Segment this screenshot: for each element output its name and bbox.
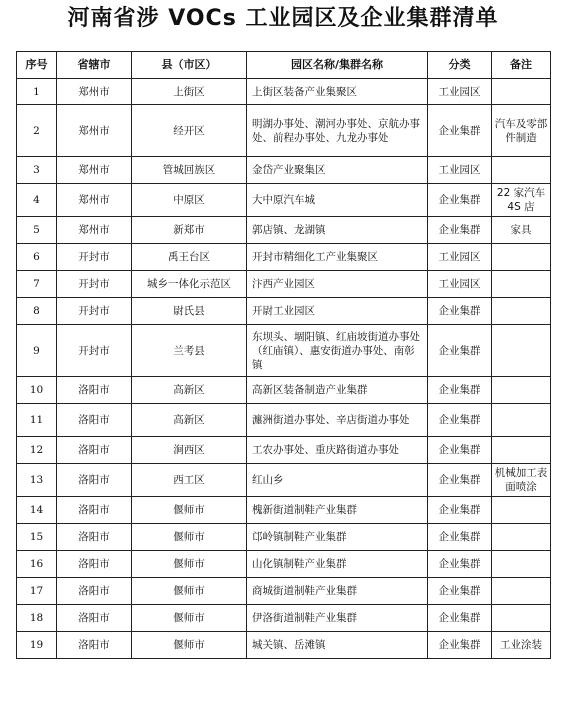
row-city: 洛阳市 <box>57 551 132 578</box>
row-county: 经开区 <box>132 105 247 157</box>
row-number: 1 <box>17 79 57 105</box>
row-number: 18 <box>17 605 57 632</box>
row-remarks <box>492 298 551 325</box>
row-number: 13 <box>17 464 57 497</box>
row-zone-name: 邙岭镇制鞋产业集群 <box>247 524 428 551</box>
row-number: 12 <box>17 437 57 464</box>
row-category: 企业集群 <box>428 464 492 497</box>
row-remarks: 机械加工表面喷涂 <box>492 464 551 497</box>
table-body <box>17 79 551 659</box>
row-category: 企业集群 <box>428 497 492 524</box>
row-county: 偃师市 <box>132 605 247 632</box>
row-number: 8 <box>17 298 57 325</box>
row-county: 西工区 <box>132 464 247 497</box>
row-city: 洛阳市 <box>57 497 132 524</box>
row-county: 偃师市 <box>132 524 247 551</box>
row-county: 偃师市 <box>132 551 247 578</box>
row-number: 11 <box>17 404 57 437</box>
table-row <box>17 325 551 377</box>
row-city: 洛阳市 <box>57 632 132 659</box>
row-zone-name: 开尉工业园区 <box>247 298 428 325</box>
row-zone-name: 东坝头、堌阳镇、红庙坡街道办事处（红庙镇）、惠安街道办事处、南彰镇 <box>247 325 428 377</box>
table-row <box>17 184 551 217</box>
row-county: 偃师市 <box>132 632 247 659</box>
row-number: 5 <box>17 217 57 244</box>
row-category: 企业集群 <box>428 578 492 605</box>
header-city: 省辖市 <box>57 52 132 79</box>
header-county: 县（市区） <box>132 52 247 79</box>
row-zone-name: 山化镇制鞋产业集群 <box>247 551 428 578</box>
row-category: 企业集群 <box>428 632 492 659</box>
row-category: 工业园区 <box>428 271 492 298</box>
row-category: 企业集群 <box>428 184 492 217</box>
row-remarks: 家具 <box>492 217 551 244</box>
row-remarks: 工业涂装 <box>492 632 551 659</box>
row-category: 企业集群 <box>428 298 492 325</box>
row-zone-name: 大中原汽车城 <box>247 184 428 217</box>
row-number: 10 <box>17 377 57 404</box>
row-city: 开封市 <box>57 298 132 325</box>
row-zone-name: 槐新街道制鞋产业集群 <box>247 497 428 524</box>
row-city: 开封市 <box>57 325 132 377</box>
row-county: 偃师市 <box>132 578 247 605</box>
row-number: 17 <box>17 578 57 605</box>
row-county: 高新区 <box>132 377 247 404</box>
row-remarks <box>492 497 551 524</box>
table-row <box>17 271 551 298</box>
row-remarks <box>492 244 551 271</box>
row-zone-name: 瀍洲街道办事处、辛店街道办事处 <box>247 404 428 437</box>
row-city: 郑州市 <box>57 184 132 217</box>
row-city: 洛阳市 <box>57 524 132 551</box>
row-number: 9 <box>17 325 57 377</box>
row-category: 企业集群 <box>428 437 492 464</box>
row-category: 工业园区 <box>428 157 492 184</box>
row-category: 企业集群 <box>428 404 492 437</box>
table-row <box>17 551 551 578</box>
row-zone-name: 郭店镇、龙湖镇 <box>247 217 428 244</box>
row-remarks <box>492 377 551 404</box>
table-row <box>17 244 551 271</box>
document-title: 河南省涉 VOCs 工业园区及企业集群清单 <box>67 6 499 31</box>
row-city: 开封市 <box>57 244 132 271</box>
row-city: 洛阳市 <box>57 404 132 437</box>
row-category: 企业集群 <box>428 105 492 157</box>
row-remarks <box>492 551 551 578</box>
row-remarks <box>492 404 551 437</box>
table-row <box>17 298 551 325</box>
table-row <box>17 605 551 632</box>
row-county: 管城回族区 <box>132 157 247 184</box>
row-category: 企业集群 <box>428 605 492 632</box>
row-remarks <box>492 437 551 464</box>
row-remarks <box>492 524 551 551</box>
row-zone-name: 商城街道制鞋产业集群 <box>247 578 428 605</box>
row-county: 尉氏县 <box>132 298 247 325</box>
row-remarks <box>492 325 551 377</box>
row-number: 7 <box>17 271 57 298</box>
table-header-row <box>17 52 551 79</box>
cluster-list-table <box>16 51 551 659</box>
table-row <box>17 464 551 497</box>
header-category: 分类 <box>428 52 492 79</box>
row-county: 偃师市 <box>132 497 247 524</box>
table-row <box>17 377 551 404</box>
row-county: 禹王台区 <box>132 244 247 271</box>
table-row <box>17 524 551 551</box>
row-number: 14 <box>17 497 57 524</box>
row-city: 郑州市 <box>57 157 132 184</box>
row-category: 企业集群 <box>428 551 492 578</box>
row-zone-name: 城关镇、岳滩镇 <box>247 632 428 659</box>
row-category: 企业集群 <box>428 325 492 377</box>
row-number: 3 <box>17 157 57 184</box>
row-zone-name: 工农办事处、重庆路街道办事处 <box>247 437 428 464</box>
row-category: 企业集群 <box>428 217 492 244</box>
row-number: 16 <box>17 551 57 578</box>
row-number: 15 <box>17 524 57 551</box>
row-category: 工业园区 <box>428 79 492 105</box>
row-remarks: 汽车及零部件制造 <box>492 105 551 157</box>
row-county: 新郑市 <box>132 217 247 244</box>
table-row <box>17 404 551 437</box>
table-row <box>17 437 551 464</box>
row-county: 兰考县 <box>132 325 247 377</box>
row-category: 企业集群 <box>428 524 492 551</box>
row-zone-name: 高新区装备制造产业集群 <box>247 377 428 404</box>
row-remarks <box>492 79 551 105</box>
row-zone-name: 汴西产业园区 <box>247 271 428 298</box>
row-zone-name: 伊洛街道制鞋产业集群 <box>247 605 428 632</box>
row-city: 郑州市 <box>57 105 132 157</box>
row-county: 中原区 <box>132 184 247 217</box>
row-number: 4 <box>17 184 57 217</box>
header-number: 序号 <box>17 52 57 79</box>
row-county: 上街区 <box>132 79 247 105</box>
row-city: 洛阳市 <box>57 578 132 605</box>
row-number: 2 <box>17 105 57 157</box>
row-city: 郑州市 <box>57 217 132 244</box>
header-remarks: 备注 <box>492 52 551 79</box>
row-city: 洛阳市 <box>57 377 132 404</box>
row-remarks <box>492 271 551 298</box>
row-city: 郑州市 <box>57 79 132 105</box>
row-category: 企业集群 <box>428 377 492 404</box>
table-row <box>17 105 551 157</box>
table-row <box>17 157 551 184</box>
row-city: 开封市 <box>57 271 132 298</box>
table-row <box>17 217 551 244</box>
row-remarks <box>492 578 551 605</box>
row-city: 洛阳市 <box>57 605 132 632</box>
row-remarks <box>492 157 551 184</box>
table-row <box>17 578 551 605</box>
row-zone-name: 开封市精细化工产业集聚区 <box>247 244 428 271</box>
row-city: 洛阳市 <box>57 437 132 464</box>
row-number: 19 <box>17 632 57 659</box>
table-row <box>17 497 551 524</box>
row-county: 城乡一体化示范区 <box>132 271 247 298</box>
row-zone-name: 红山乡 <box>247 464 428 497</box>
row-county: 涧西区 <box>132 437 247 464</box>
table-row <box>17 632 551 659</box>
row-zone-name: 金岱产业聚集区 <box>247 157 428 184</box>
row-zone-name: 上街区装备产业集聚区 <box>247 79 428 105</box>
row-category: 工业园区 <box>428 244 492 271</box>
header-zone-name: 园区名称/集群名称 <box>247 52 428 79</box>
row-county: 高新区 <box>132 404 247 437</box>
row-remarks <box>492 605 551 632</box>
row-remarks: 22 家汽车 4S 店 <box>492 184 551 217</box>
row-zone-name: 明湖办事处、潮河办事处、京航办事处、前程办事处、九龙办事处 <box>247 105 428 157</box>
table-row <box>17 79 551 105</box>
row-number: 6 <box>17 244 57 271</box>
row-city: 洛阳市 <box>57 464 132 497</box>
